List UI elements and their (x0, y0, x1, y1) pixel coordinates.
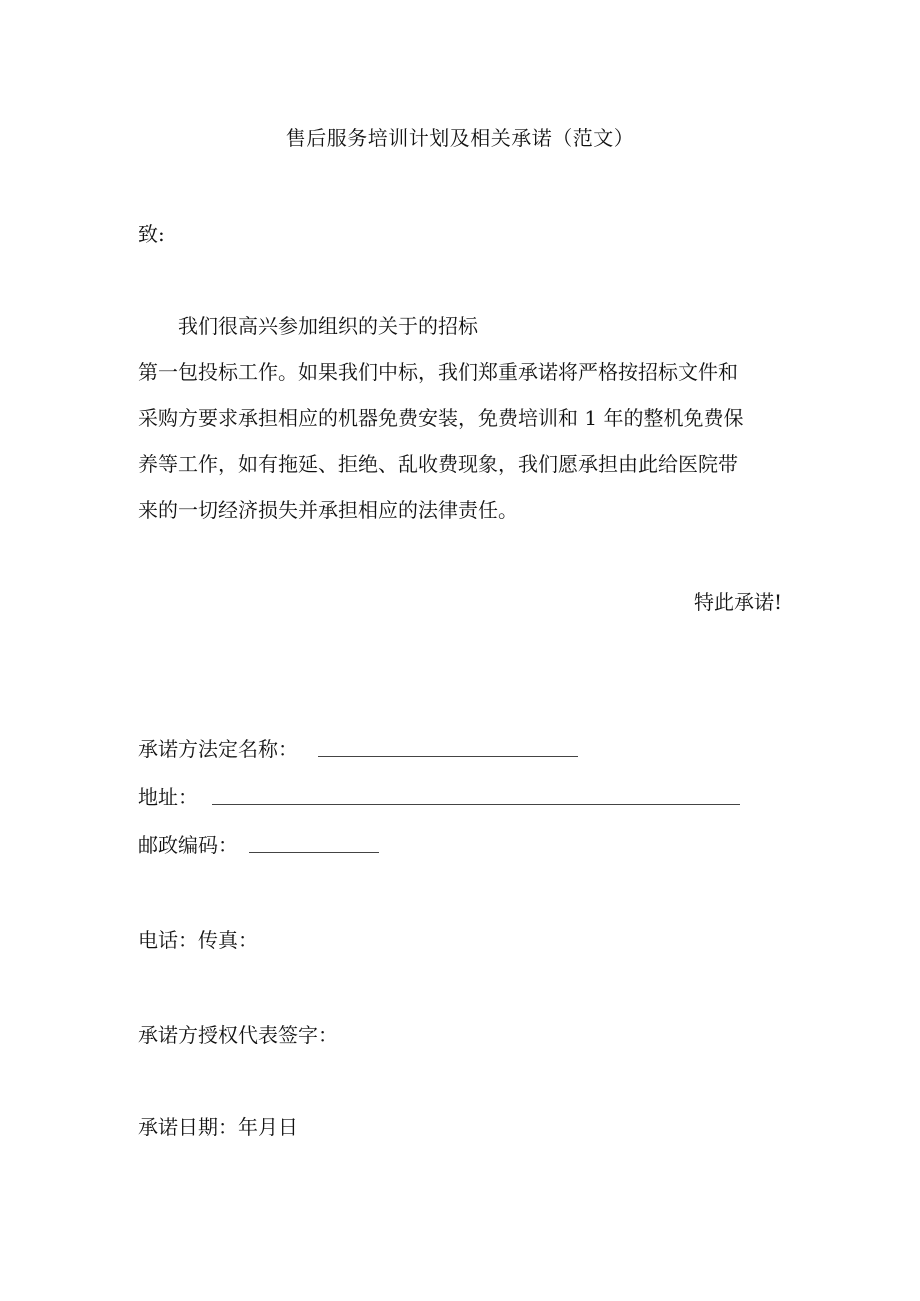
signature-label: 承诺方授权代表签字： (138, 1023, 338, 1047)
address-label: 地址： (138, 785, 198, 809)
address-blank[interactable] (212, 804, 740, 805)
body-line: 来的一切经济损失并承担相应的法律责任。 (138, 498, 518, 522)
body-line: 养等工作，如有拖延、拒绝、乱收费现象，我们愿承担由此给医院带 (138, 452, 738, 476)
date-label: 承诺日期：年月日 (138, 1115, 298, 1139)
postal-code-blank[interactable] (249, 852, 379, 853)
salutation: 致: (138, 222, 165, 246)
postal-code-label: 邮政编码： (138, 833, 238, 857)
legal-name-blank[interactable] (318, 756, 578, 757)
body-line: 第一包投标工作。如果我们中标，我们郑重承诺将严格按招标文件和 (138, 360, 738, 384)
body-line: 采购方要求承担相应的机器免费安装，免费培训和 1 年的整机免费保 (138, 406, 744, 430)
commitment-body (138, 310, 788, 540)
legal-name-label: 承诺方法定名称： (138, 737, 298, 761)
phone-fax-label: 电话：传真： (138, 928, 258, 952)
body-line: 我们很高兴参加组织的关于的招标 (178, 314, 478, 338)
closing-statement: 特此承诺! (693, 590, 782, 614)
document-title: 售后服务培训计划及相关承诺（范文） (285, 126, 635, 150)
